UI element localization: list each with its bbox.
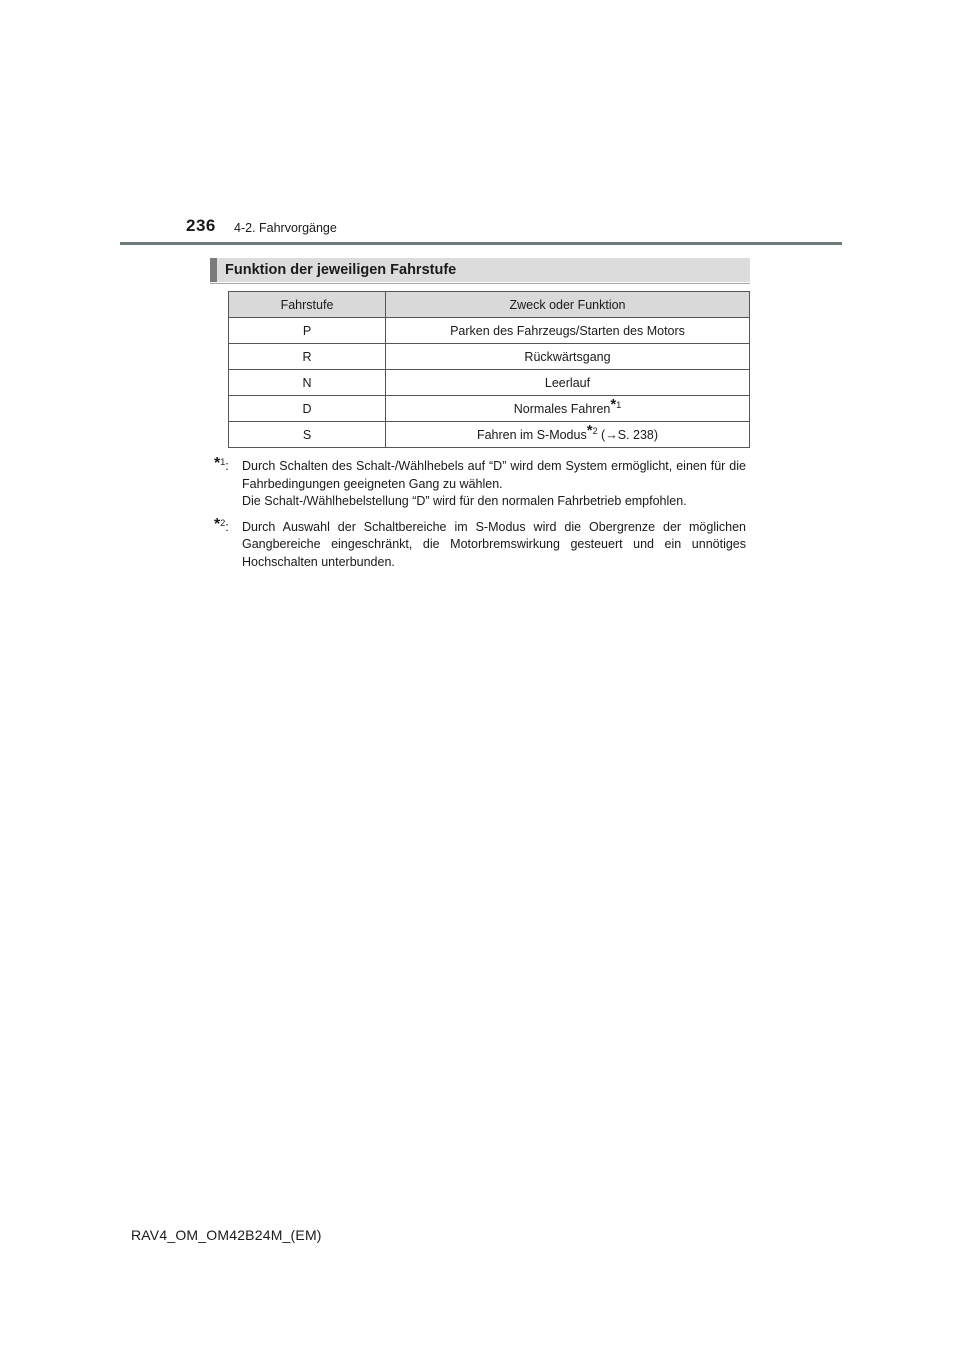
function-cell: Fahren im S-Modus*$^2$ (→S. 238) (386, 422, 750, 448)
gear-cell: S (229, 422, 386, 448)
footnote-marker: *$^1$: (214, 455, 229, 473)
footnote-number: 1 (220, 456, 226, 467)
page-reference-link[interactable]: S. 238 (617, 427, 654, 442)
column-header-function: Zweck oder Funktion (386, 292, 750, 318)
header-rule (120, 242, 842, 245)
page-ref-arrow-icon: → (605, 427, 618, 442)
footnote-paragraph: Durch Auswahl der Schaltbereiche im S-Modus wird die Obergrenze der möglichen Gangbereiche eingeschränkt, die Motorbremswirkung gesteuert und ein unnötiges Hochschalten unterbunden. (242, 519, 746, 569)
document-code-footer: RAV4_OM_OM42B24M_(EM) (131, 1227, 322, 1243)
function-cell: Parken des Fahrzeugs/Starten des Motors (386, 318, 750, 344)
table-row (229, 370, 750, 396)
footnote-paragraph: Die Schalt-/Wählhebelstellung “D” wird für den normalen Fahrbetrieb empfohlen. (242, 494, 687, 508)
footnote-marker: *$^2$: (214, 515, 229, 534)
footnote-text (242, 519, 746, 572)
function-text: Normales Fahren (513, 401, 611, 416)
function-text: Fahren im S-Modus (476, 427, 587, 442)
footnote-number: 2 (592, 425, 598, 436)
footnote-number: 1 (616, 399, 622, 410)
gear-cell: D (229, 396, 386, 422)
footnote-star: * (214, 455, 221, 472)
footnote-star: * (586, 421, 593, 439)
function-cell: Leerlauf (386, 370, 750, 396)
footnote-paragraph: Durch Schalten des Schalt-/Wählhebels auf “D” wird dem System ermöglicht, einen für die Fahrbedingungen geeigneten Gang zu wählen. (242, 459, 746, 491)
table-row (229, 318, 750, 344)
gear-cell: R (229, 344, 386, 370)
footnote-number: 2 (220, 517, 226, 528)
function-cell: Rückwärtsgang (386, 344, 750, 370)
table-row (229, 422, 750, 448)
section-heading: Funktion der jeweiligen Fahrstufe (210, 258, 750, 282)
table-row (229, 344, 750, 370)
section-label: 4-2. Fahrvorgänge (234, 221, 337, 235)
footnotes (214, 455, 746, 579)
function-cell (386, 396, 750, 422)
footnote-1 (214, 455, 746, 511)
footnote-2 (214, 515, 746, 572)
footnote-text (242, 458, 746, 511)
footnote-star: * (214, 515, 221, 533)
gear-function-table (228, 291, 750, 448)
gear-cell: P (229, 318, 386, 344)
table-row (229, 396, 750, 422)
table-header-row (229, 292, 750, 318)
page-number: 236 (186, 216, 216, 235)
gear-cell: N (229, 370, 386, 396)
footnote-star: * (610, 395, 617, 413)
column-header-gear: Fahrstufe (229, 292, 386, 318)
